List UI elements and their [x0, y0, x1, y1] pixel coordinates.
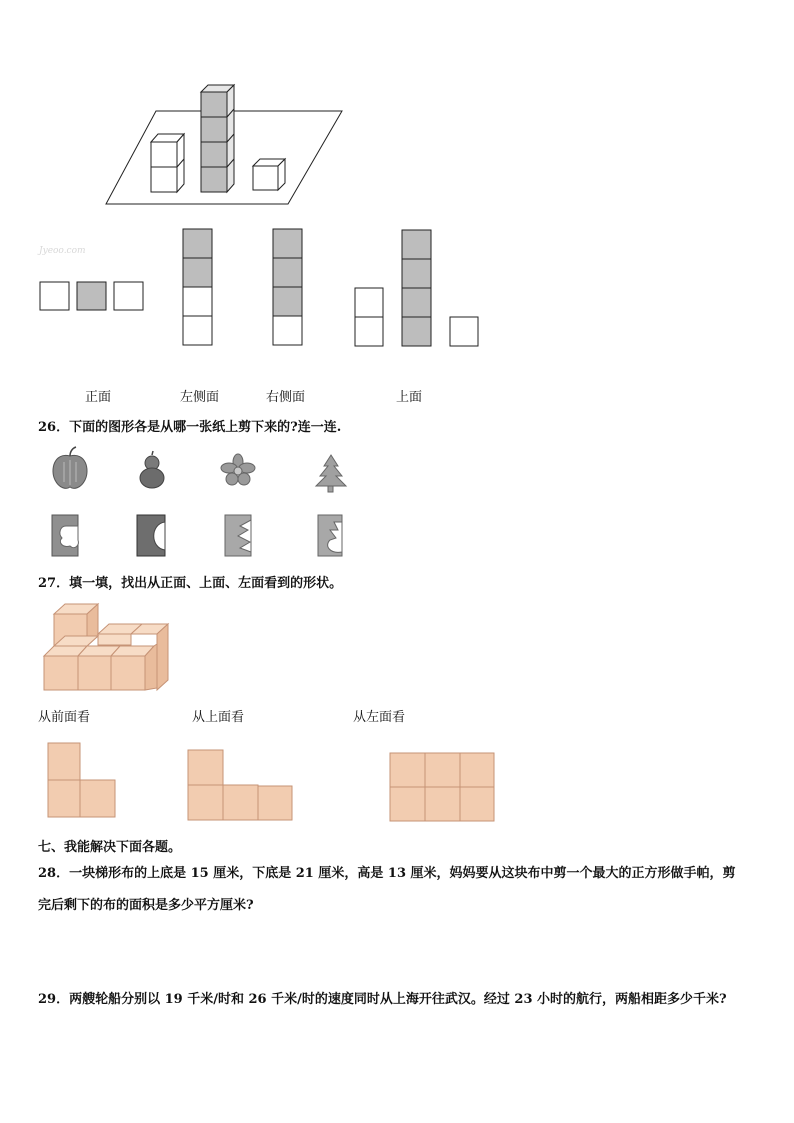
left-look-shape [390, 753, 494, 821]
question-27: 27．填一填，找出从正面、上面、左面看到的形状。 [38, 576, 343, 591]
watermark: Jyeoo.com [39, 246, 86, 256]
label-top-view: 上面 [396, 390, 423, 405]
question-26: 26．下面的图形各是从哪一张纸上剪下来的?连一连. [38, 420, 342, 435]
label-left-side-view: 左侧面 [180, 390, 220, 405]
top-look-shape [188, 750, 292, 820]
label-front-view: 正面 [85, 390, 112, 405]
question-28-line-1: 28．一块梯形布的上底是 15 厘米，下底是 21 厘米，高是 13 厘米，妈妈要从这块布中剪一个最大的正方形做手帕，剪 [38, 866, 736, 881]
label-front-look: 从前面看 [38, 710, 91, 725]
question-29: 29．两艘轮船分别以 19 千米/时和 26 千米/时的速度同时从上海开往武汉。经过 23 小时的航行，两船相距多少千米? [38, 992, 727, 1007]
question-28-line-2: 完后剩下的布的面积是多少平方厘米? [38, 898, 254, 913]
label-top-look: 从上面看 [192, 710, 245, 725]
label-left-look: 从左面看 [353, 710, 406, 725]
section-7-title: 七、我能解决下面各题。 [38, 840, 182, 855]
front-look-shape [48, 743, 115, 817]
label-right-side-view: 右侧面 [266, 390, 306, 405]
